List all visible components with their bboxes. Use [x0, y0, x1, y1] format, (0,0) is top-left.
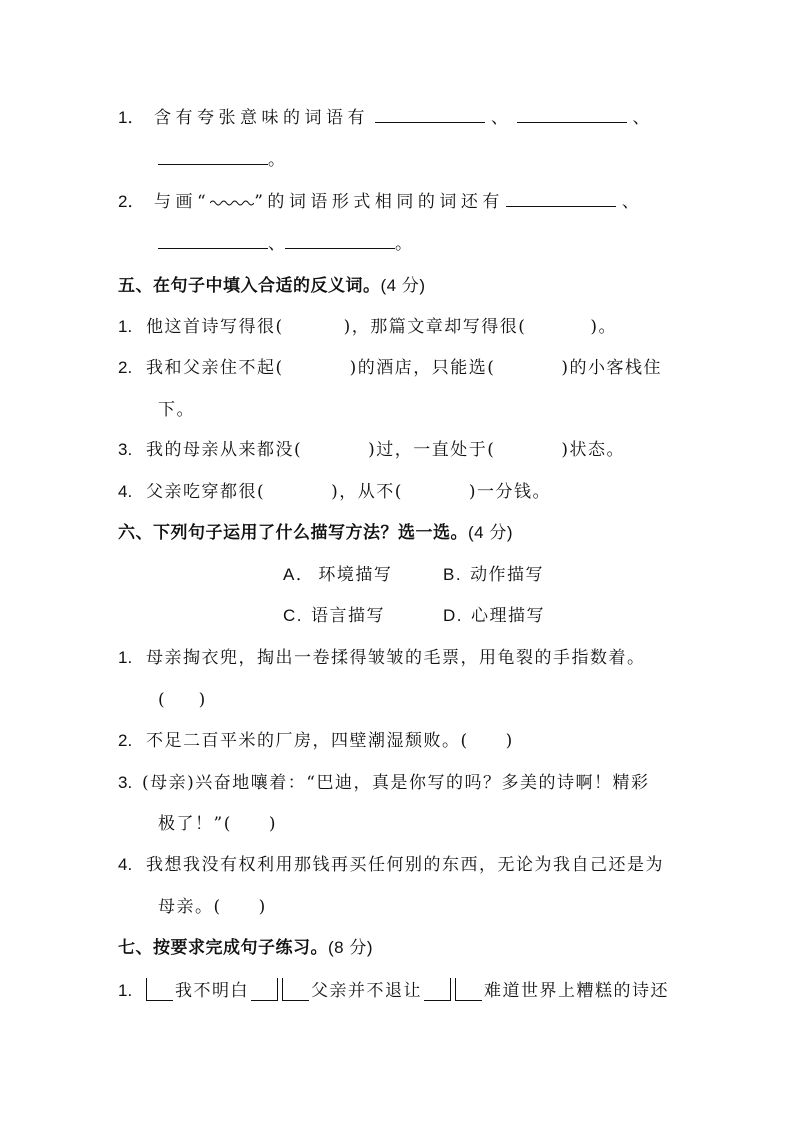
section-title-text: 六、下列句子运用了什么描写方法？选一选。	[118, 523, 468, 543]
question-number: 1．	[118, 108, 145, 127]
separator: 、	[632, 108, 654, 128]
question-text: 含有夸张意味的词语有	[154, 108, 369, 128]
separator: 、	[491, 108, 513, 128]
item-number: 4.	[118, 482, 133, 501]
section-title-text: 五、在句子中填入合适的反义词。	[118, 276, 381, 296]
s5-item-2	[118, 356, 662, 380]
item-number: 2.	[118, 358, 133, 377]
s6-item-2	[118, 729, 514, 753]
answer-blank[interactable]	[375, 106, 485, 123]
answer-blank[interactable]	[506, 190, 616, 207]
item-text: )，那篇文章却写得很(	[343, 317, 527, 337]
section-7-title	[118, 936, 373, 960]
s5-item-4	[118, 480, 551, 504]
question-2	[118, 190, 643, 214]
section-score: (8 分)	[328, 938, 373, 957]
option-label: 环境描写	[318, 565, 393, 585]
item-text: 不足二百平米的厂房，四壁潮湿颓败。( )	[146, 731, 514, 751]
option-label: 语言描写	[311, 606, 385, 626]
item-text: 难道世界上糟糕的诗还	[484, 981, 669, 1001]
item-text: )。	[590, 317, 618, 337]
answer-blank[interactable]	[517, 106, 627, 123]
s6-item-3-cont	[158, 812, 277, 836]
question-text-b: ”的词语形式相同的词还有	[254, 192, 504, 212]
option-key: B.	[443, 565, 463, 584]
end-mark: 。	[268, 150, 285, 170]
option-label: 心理描写	[471, 606, 545, 626]
item-text: 父亲吃穿都很(	[146, 482, 266, 502]
punctuation-box[interactable]	[146, 978, 173, 1001]
option-b	[443, 563, 544, 587]
answer-blank[interactable]	[285, 232, 395, 249]
option-c	[283, 604, 385, 628]
separator: 、	[621, 192, 644, 212]
item-text: 他这首诗写得很(	[146, 317, 284, 337]
item-number: 1.	[118, 317, 133, 336]
punctuation-box[interactable]	[424, 978, 451, 1001]
section-5-title	[118, 274, 426, 298]
item-number: 1.	[118, 981, 133, 1000]
s6-item-4	[118, 853, 664, 877]
section-score: (4 分)	[468, 523, 513, 542]
section-title-text: 七、按要求完成句子练习。	[118, 938, 328, 958]
item-number: 3.	[118, 440, 133, 459]
item-text: )过，一直处于(	[368, 440, 496, 460]
item-text: 母亲掏衣兜，掏出一卷揉得皱皱的毛票，用龟裂的手指数着。	[146, 648, 646, 668]
item-number: 1.	[118, 648, 133, 667]
item-text: )状态。	[561, 440, 626, 460]
item-number: 2.	[118, 731, 133, 750]
s6-item-1	[118, 646, 646, 670]
item-text: 父亲并不退让	[311, 981, 422, 1001]
question-number: 2．	[118, 192, 145, 211]
punctuation-box[interactable]	[251, 978, 278, 1001]
item-number: 4.	[118, 855, 133, 874]
item-text: )的小客栈住	[561, 358, 663, 378]
answer-blank[interactable]	[158, 148, 268, 165]
s5-item-3	[118, 438, 625, 462]
option-label: 动作描写	[470, 565, 545, 585]
item-text: 我想我没有权利用那钱再买任何别的东西，无论为我自己还是为	[146, 855, 664, 875]
punctuation-box[interactable]	[455, 978, 482, 1001]
s7-item-1	[118, 978, 669, 1003]
item-text: )，从不(	[331, 482, 403, 502]
answer-blank[interactable]	[158, 232, 268, 249]
question-text-a: 与画“	[154, 192, 211, 212]
item-text: 母亲。( )	[158, 897, 267, 917]
option-key: C.	[283, 606, 303, 625]
item-text: 我不明白	[175, 981, 249, 1001]
option-key: D.	[443, 606, 463, 625]
s6-item-4-cont	[158, 895, 267, 919]
item-text: 极了！”( )	[158, 814, 277, 834]
question-1-cont	[158, 148, 285, 172]
separator: 、	[268, 234, 285, 254]
question-1	[118, 106, 654, 130]
item-text: )一分钱。	[468, 482, 552, 502]
answer-paren[interactable]: ( )	[158, 690, 206, 710]
item-text: 下。	[158, 400, 195, 420]
item-text: )的酒店，只能选(	[349, 358, 496, 378]
option-key: A．	[283, 565, 315, 584]
item-text: 我的母亲从来都没(	[146, 440, 303, 460]
question-2-cont	[158, 232, 412, 256]
end-mark: 。	[395, 234, 412, 254]
punctuation-box[interactable]	[282, 978, 309, 1001]
section-6-title	[118, 521, 513, 545]
wavy-underline-icon	[210, 193, 254, 207]
item-text: 我和父亲住不起(	[146, 358, 284, 378]
option-d	[443, 604, 545, 628]
s5-item-2-cont	[158, 398, 195, 422]
section-score: (4 分)	[380, 276, 426, 295]
s5-item-1	[118, 315, 617, 339]
item-number: 3.	[118, 773, 133, 792]
s6-item-1-cont	[158, 688, 205, 712]
item-text: (母亲)兴奋地嚷着：“巴迪，真是你写的吗？多美的诗啊！精彩	[142, 773, 650, 793]
option-a	[283, 563, 392, 587]
s6-item-3	[118, 771, 649, 795]
